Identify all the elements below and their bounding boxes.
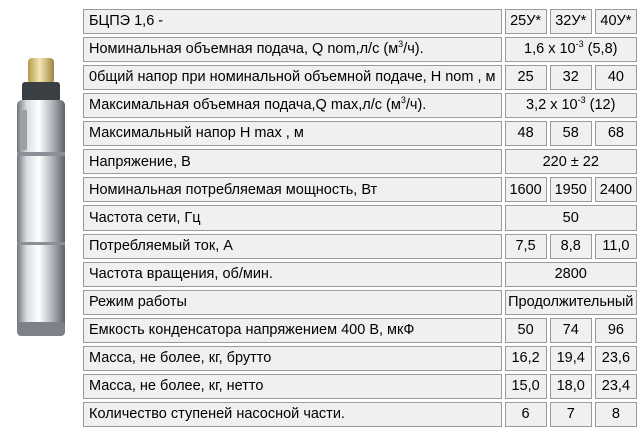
voltage-label: Напряжение, В xyxy=(83,149,502,174)
table-row-rotation xyxy=(83,262,637,287)
power-value-32: 1950 xyxy=(550,177,592,202)
mass-gross-value-40: 23,6 xyxy=(595,346,637,371)
mass-net-value-40: 23,4 xyxy=(595,374,637,399)
variant-header-25: 25У* xyxy=(505,9,547,34)
rotation-label: Частота вращения, об/мин. xyxy=(83,262,502,287)
power-value-40: 2400 xyxy=(595,177,637,202)
max-head-label: Максимальный напор Н max , м xyxy=(83,121,502,146)
voltage-value: 220 ± 22 xyxy=(505,149,638,174)
variant-header-32: 32У* xyxy=(550,9,592,34)
specifications-table-container xyxy=(80,6,640,430)
nominal-head-value-40: 40 xyxy=(595,65,637,90)
table-row-stages xyxy=(83,402,637,427)
stages-label: Количество ступеней насосной части. xyxy=(83,402,502,427)
mass-gross-value-32: 19,4 xyxy=(550,346,592,371)
power-value-25: 1600 xyxy=(505,177,547,202)
table-row-mass-net xyxy=(83,374,637,399)
mass-gross-value-25: 16,2 xyxy=(505,346,547,371)
table-row-current xyxy=(83,234,637,259)
frequency-label: Частота сети, Гц xyxy=(83,205,502,230)
mode-value: Продолжительный xyxy=(505,290,638,315)
model-name-cell: БЦПЭ 1,6 - xyxy=(83,9,502,34)
frequency-value: 50 xyxy=(505,205,638,230)
current-value-25: 7,5 xyxy=(505,234,547,259)
max-head-value-25: 48 xyxy=(505,121,547,146)
mass-net-value-32: 18,0 xyxy=(550,374,592,399)
stages-value-25: 6 xyxy=(505,402,547,427)
current-value-32: 8,8 xyxy=(550,234,592,259)
capacitor-value-32: 74 xyxy=(550,318,592,343)
capacitor-label: Емкость конденсатора напряжением 400 В, мкФ xyxy=(83,318,502,343)
current-value-40: 11,0 xyxy=(595,234,637,259)
max-flow-label: Максимальная объемная подача,Q max,л/с $(м^3/ч)$. xyxy=(83,93,502,118)
mass-gross-label: Масса, не более, кг, брутто xyxy=(83,346,502,371)
table-row-nominal-head xyxy=(83,65,637,90)
capacitor-value-40: 96 xyxy=(595,318,637,343)
table-row-mode xyxy=(83,290,637,315)
table-row-max-flow xyxy=(83,93,637,118)
stages-value-40: 8 xyxy=(595,402,637,427)
max-flow-value: 3,2 х $10^{-3}$ (12) xyxy=(505,93,638,118)
table-row-mass-gross xyxy=(83,346,637,371)
table-row-frequency xyxy=(83,205,637,230)
mass-net-label: Масса, не более, кг, нетто xyxy=(83,374,502,399)
nominal-flow-value: 1,6 х $10^{-3}$ (5,8) xyxy=(505,37,638,62)
current-label: Потребляемый ток, А xyxy=(83,234,502,259)
table-header-row xyxy=(83,9,637,34)
mode-label: Режим работы xyxy=(83,290,502,315)
table-row-nominal-flow xyxy=(83,37,637,62)
nominal-head-value-25: 25 xyxy=(505,65,547,90)
capacitor-value-25: 50 xyxy=(505,318,547,343)
nominal-head-value-32: 32 xyxy=(550,65,592,90)
mass-net-value-25: 15,0 xyxy=(505,374,547,399)
rotation-value: 2800 xyxy=(505,262,638,287)
table-row-max-head xyxy=(83,121,637,146)
stages-value-32: 7 xyxy=(550,402,592,427)
table-row-power xyxy=(83,177,637,202)
submersible-pump-icon xyxy=(6,52,74,342)
table-row-voltage xyxy=(83,149,637,174)
table-row-capacitor xyxy=(83,318,637,343)
power-label: Номинальная потребляемая мощность, Вт xyxy=(83,177,502,202)
variant-header-40: 40У* xyxy=(595,9,637,34)
nominal-flow-label: Номинальная объемная подача, Q nom,л/с $(м^3/ч)$. xyxy=(83,37,502,62)
specifications-table xyxy=(80,6,640,430)
nominal-head-label: 0бщий напор при номинальной объемной подаче, Н nom , м xyxy=(83,65,502,90)
max-head-value-32: 58 xyxy=(550,121,592,146)
max-head-value-40: 68 xyxy=(595,121,637,146)
